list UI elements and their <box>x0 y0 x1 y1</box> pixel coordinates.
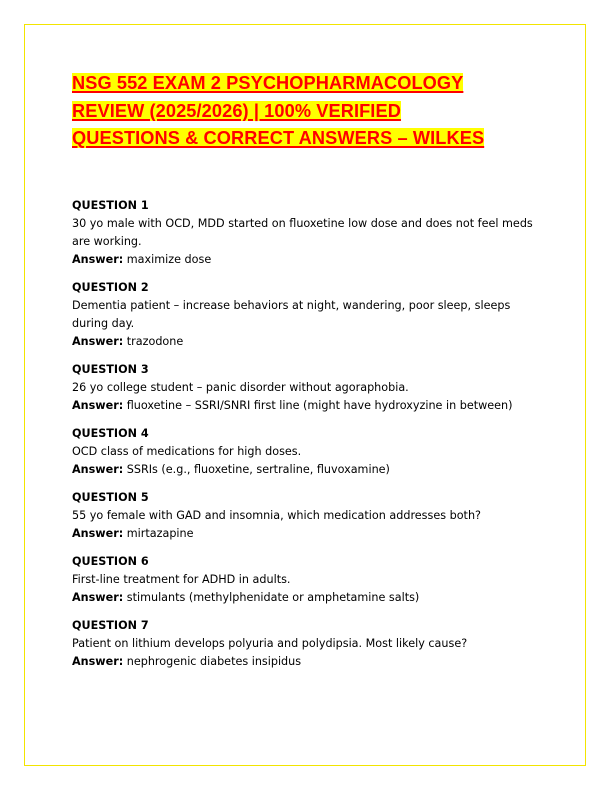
question-text-line: 55 yo female with GAD and insomnia, which medication addresses both? <box>72 509 481 522</box>
question-heading: QUESTION 3 <box>72 363 149 376</box>
question-heading: QUESTION 4 <box>72 427 149 440</box>
question-3 <box>72 361 552 415</box>
answer-line <box>72 525 552 543</box>
answer-text: mirtazapine <box>123 527 194 540</box>
answer-label: Answer: <box>72 591 124 604</box>
answer-line <box>72 397 552 415</box>
answer-label: Answer: <box>72 527 124 540</box>
answer-line <box>72 461 552 479</box>
question-4 <box>72 425 552 479</box>
question-text-line: First-line treatment for ADHD in adults. <box>72 573 291 586</box>
question-2 <box>72 279 552 351</box>
question-heading: QUESTION 5 <box>72 491 149 504</box>
question-text-line: are working. <box>72 235 142 248</box>
answer-text: trazodone <box>123 335 184 348</box>
answer-label: Answer: <box>72 335 124 348</box>
question-text-line: 26 yo college student – panic disorder without agoraphobia. <box>72 381 409 394</box>
answer-text: nephrogenic diabetes insipidus <box>123 655 302 668</box>
question-6 <box>72 553 552 607</box>
title-line-3: QUESTIONS & CORRECT ANSWERS – WILKES <box>72 128 485 148</box>
question-7 <box>72 617 552 671</box>
question-list <box>72 197 552 681</box>
answer-text: SSRIs (e.g., fluoxetine, sertraline, fluvoxamine) <box>123 463 390 476</box>
answer-label: Answer: <box>72 253 124 266</box>
answer-text: stimulants (methylphenidate or amphetamine salts) <box>123 591 420 604</box>
answer-line <box>72 589 552 607</box>
question-heading: QUESTION 2 <box>72 281 149 294</box>
document-title <box>72 70 542 153</box>
question-heading: QUESTION 1 <box>72 199 149 212</box>
answer-line <box>72 251 552 269</box>
question-text-line: OCD class of medications for high doses. <box>72 445 302 458</box>
answer-line <box>72 333 552 351</box>
question-5 <box>72 489 552 543</box>
answer-text: maximize dose <box>123 253 212 266</box>
question-heading: QUESTION 7 <box>72 619 149 632</box>
answer-text: fluoxetine – SSRI/SNRI first line (might have hydroxyzine in between) <box>123 399 513 412</box>
question-1 <box>72 197 552 269</box>
question-text-line: Dementia patient – increase behaviors at night, wandering, poor sleep, sleeps <box>72 299 511 312</box>
title-line-1: NSG 552 EXAM 2 PSYCHOPHARMACOLOGY <box>72 73 464 93</box>
answer-label: Answer: <box>72 655 124 668</box>
answer-label: Answer: <box>72 463 124 476</box>
question-text-line: Patient on lithium develops polyuria and polydipsia. Most likely cause? <box>72 637 468 650</box>
question-heading: QUESTION 6 <box>72 555 149 568</box>
answer-label: Answer: <box>72 399 124 412</box>
question-text-line: during day. <box>72 317 135 330</box>
title-line-2: REVIEW (2025/2026) | 100% VERIFIED <box>72 100 401 121</box>
answer-line <box>72 653 552 671</box>
question-text-line: 30 yo male with OCD, MDD started on fluoxetine low dose and does not feel meds <box>72 217 533 230</box>
